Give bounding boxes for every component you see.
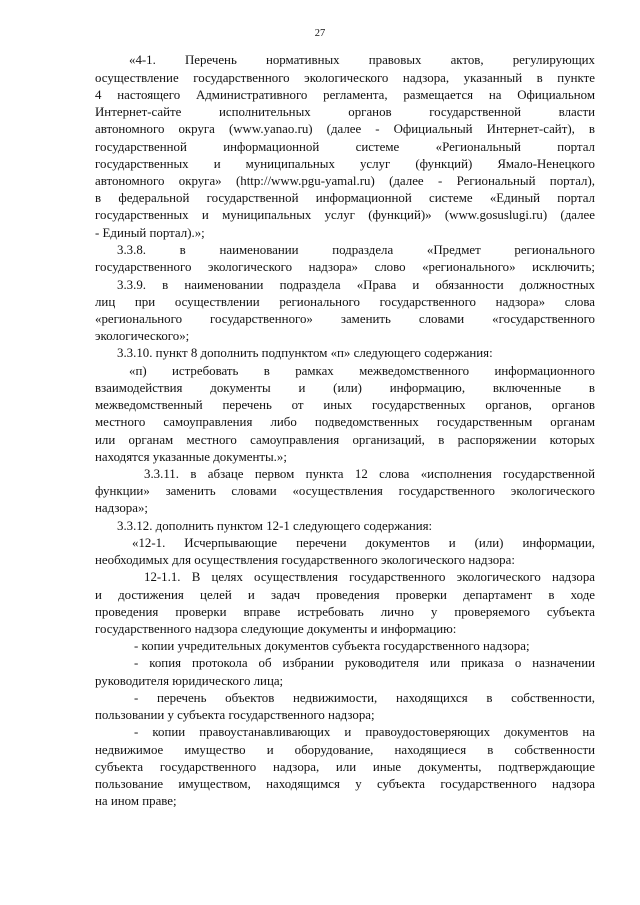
text-line: 3.3.9. в наименовании подраздела «Права и обязанности должностных xyxy=(117,278,595,292)
text-line: Интернет-сайте исполнительных органов государственной власти xyxy=(95,105,595,119)
text-line: 3.3.10. пункт 8 дополнить подпунктом «п» следующего содержания: xyxy=(117,346,493,360)
text-line: 3.3.12. дополнить пунктом 12-1 следующего содержания: xyxy=(117,519,433,533)
text-line: находятся указанные документы.»; xyxy=(95,450,287,464)
text-line: 3.3.8. в наименовании подраздела «Предмет регионального xyxy=(117,243,595,257)
text-line: на ином праве; xyxy=(95,794,177,808)
text-line: проведения проверки вправе истребовать лично у проверяемого субъекта xyxy=(95,605,595,619)
text-line: необходимых для осуществления государственного экологического надзора: xyxy=(95,553,515,567)
text-line: или органам местного самоуправления организаций, в распоряжении которых xyxy=(95,433,595,447)
text-line: руководителя юридического лица; xyxy=(95,674,284,688)
text-line: лиц при осуществлении регионального государственного надзора» слова xyxy=(95,295,595,309)
text-line: «п) истребовать в рамках межведомственного информационного xyxy=(129,364,595,378)
text-line: автономного округа (www.yanao.ru) (далее - Официальный Интернет-сайт), в xyxy=(95,122,595,136)
text-line: надзора»; xyxy=(95,501,148,515)
text-line: субъекта государственного надзора, или иные документы, подтверждающие xyxy=(95,760,595,774)
text-line: пользовании у субъекта государственного надзора; xyxy=(95,708,375,722)
text-line: взаимодействия документы и (или) информацию, включенные в xyxy=(95,381,595,395)
text-line: - Единый портал).»; xyxy=(95,226,205,240)
text-line: - перечень объектов недвижимости, находящихся в собственности, xyxy=(134,691,595,705)
text-line: государственных и муниципальных услуг (функций) Ямало-Ненецкого xyxy=(95,157,595,171)
text-line: - копия протокола об избрании руководителя или приказа о назначении xyxy=(134,656,595,670)
text-line: «регионального государственного» заменить словами «государственного xyxy=(95,312,595,326)
page-number: 27 xyxy=(314,28,326,39)
text-line: - копии учредительных документов субъекта государственного надзора; xyxy=(134,639,530,653)
text-line: 4 настоящего Административного регламента, размещается на Официальном xyxy=(95,88,595,102)
text-line: функции» заменить словами «осуществления государственного экологического xyxy=(95,484,595,498)
text-line: «4-1. Перечень нормативных правовых актов, регулирующих xyxy=(129,53,595,67)
text-line: и достижения целей и задач проведения проверки департамент в ходе xyxy=(95,588,595,602)
text-line: межведомственный перечень от иных государственных органов, органов xyxy=(95,398,595,412)
text-line: 3.3.11. в абзаце первом пункта 12 слова «исполнения государственной xyxy=(144,467,595,481)
text-line: автономного округа» (http://www.pgu-yamal.ru) (далее - Региональный портал), xyxy=(95,174,595,188)
text-line: осуществление государственного экологического надзора, указанный в пункте xyxy=(95,71,595,85)
text-line: государственных и муниципальных услуг (функций)» (www.gosuslugi.ru) (далее xyxy=(95,208,595,222)
text-line: государственного экологического надзора» слово «регионального» исключить; xyxy=(95,260,595,274)
text-line: пользование имуществом, находящимся у субъекта государственного надзора xyxy=(95,777,595,791)
text-line: недвижимое имущество и оборудование, находящиеся в собственности xyxy=(95,743,595,757)
text-line: - копии правоустанавливающих и правоудостоверяющих документов на xyxy=(134,725,595,739)
text-line: «12-1. Исчерпывающие перечени документов и (или) информации, xyxy=(132,536,595,550)
text-line: государственной информационной системе «Региональный портал xyxy=(95,140,595,154)
text-line: в федеральной государственной информационной системе «Единый портал xyxy=(95,191,595,205)
text-line: государственного надзора следующие документы и информацию: xyxy=(95,622,457,636)
text-line: экологического»; xyxy=(95,329,190,343)
text-line: местного самоуправления либо подведомственных государственным органам xyxy=(95,415,595,429)
text-line: 12-1.1. В целях осуществления государственного экологического надзора xyxy=(144,570,595,584)
